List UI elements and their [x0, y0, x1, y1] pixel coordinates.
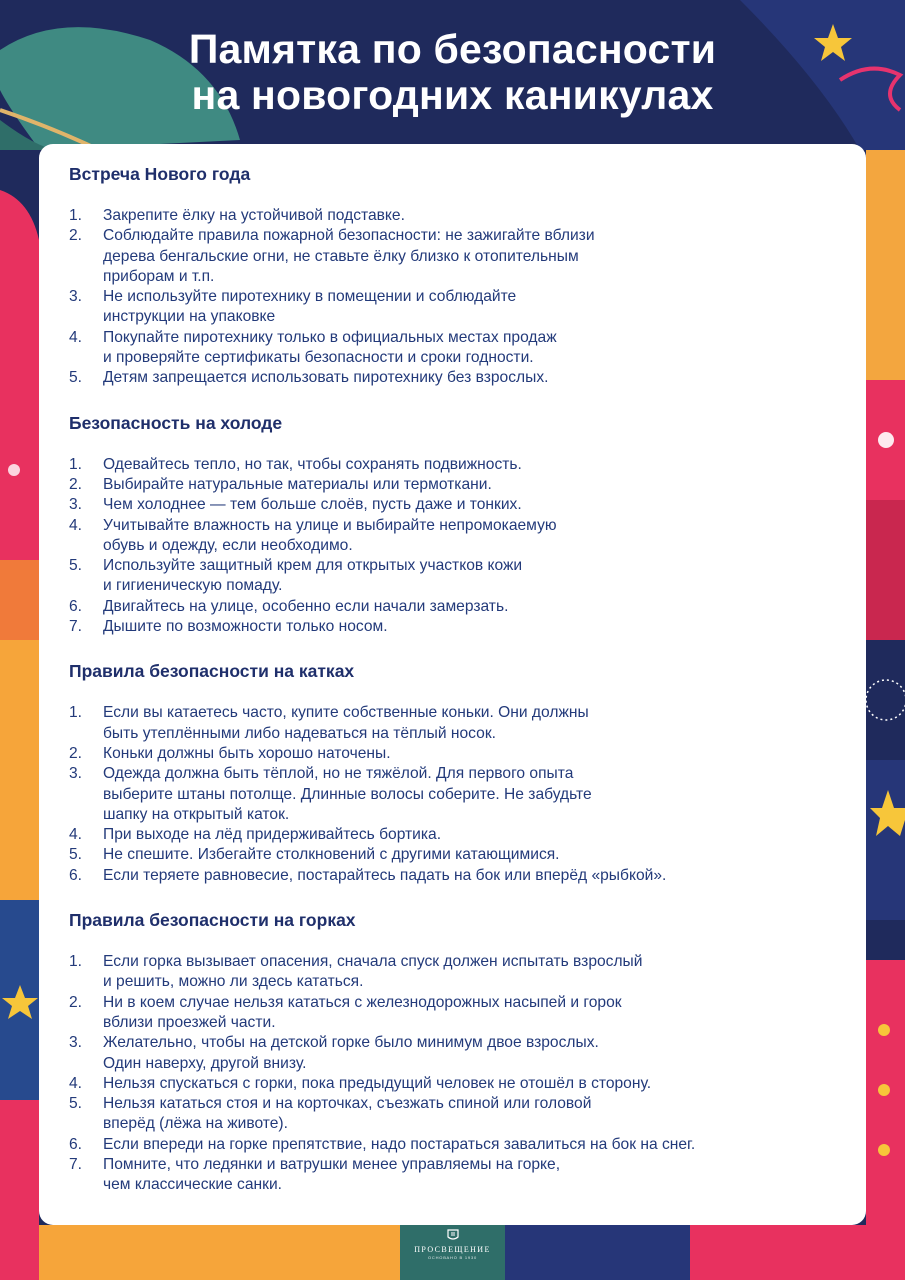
list-item-text — [103, 1033, 836, 1074]
list-item-line: Если впереди на горке препятствие, надо постараться завалиться на бок на снег. — [103, 1135, 696, 1153]
list-item-line: Желательно, чтобы на детской горке было минимум двое взрослых. — [103, 1034, 599, 1052]
section-title: Правила безопасности на катках — [69, 661, 355, 682]
list-item-line: обувь и одежду, если необходимо. — [103, 536, 353, 554]
list-item — [69, 455, 836, 475]
list-item-line: выберите штаны потолще. Длинные волосы соберите. Не забудьте — [103, 785, 592, 803]
publisher-subtitle: ОСНОВАНО В 1930 — [428, 1255, 477, 1260]
page-title-line-1: Памятка по безопасности — [188, 26, 717, 72]
list-item-line: чем классические санки. — [103, 1176, 283, 1194]
list-item — [69, 1074, 836, 1094]
list-item-line: Если горка вызывает опасения, сначала спуск должен испытать взрослый — [103, 953, 643, 971]
list-item — [69, 1155, 836, 1196]
list-item-line: Двигайтесь на улице, особенно если начали замерзать. — [103, 597, 509, 615]
list-item-text — [103, 597, 836, 617]
list-item-text — [103, 866, 836, 886]
list-item-text — [103, 1135, 836, 1155]
list-item-number: 2. — [69, 993, 83, 1011]
list-item-line: и решить, можно ли здесь кататься. — [103, 973, 364, 991]
list-item-line: Нельзя кататься стоя и на корточках, съезжать спиной или головой — [103, 1095, 592, 1113]
list-item — [69, 287, 836, 328]
list-item-number: 1. — [69, 455, 83, 473]
list-item — [69, 764, 836, 825]
list-item-line: инструкции на упаковке — [103, 308, 276, 326]
list-item-line: Коньки должны быть хорошо наточены. — [103, 744, 391, 762]
list-item — [69, 1033, 836, 1074]
list-item-line: Не используйте пиротехнику в помещении и соблюдайте — [103, 288, 517, 306]
list-item — [69, 866, 836, 886]
list-item-line: При выходе на лёд придерживайтесь бортика. — [103, 826, 442, 844]
list-item-number: 1. — [69, 704, 83, 722]
list-item-line: Не спешите. Избегайте столкновений с другими катающимися. — [103, 846, 560, 864]
list-item-number: 1. — [69, 953, 83, 971]
list-item-text — [103, 1094, 836, 1135]
list-item — [69, 516, 836, 557]
list-item-line: вблизи проезжей части. — [103, 1013, 276, 1031]
list-item-text — [103, 516, 836, 557]
list-item-text — [103, 226, 836, 287]
list-item-line: Если теряете равновесие, постарайтесь падать на бок или вперёд «рыбкой». — [103, 866, 667, 884]
list-item-number: 3. — [69, 1034, 83, 1052]
section-title: Встреча Нового года — [69, 164, 251, 184]
list-item — [69, 368, 836, 388]
list-item-text — [103, 287, 836, 328]
section — [69, 659, 836, 886]
book-crest-icon — [446, 1228, 460, 1242]
list-item-number: 7. — [69, 618, 83, 636]
list-item — [69, 475, 836, 495]
section — [69, 411, 836, 638]
list-item-line: Нельзя спускаться с горки, пока предыдущий человек не отошёл в сторону. — [103, 1074, 652, 1092]
list-item-number: 2. — [69, 744, 83, 762]
list-item-number: 5. — [69, 846, 83, 864]
list-item-line: Соблюдайте правила пожарной безопасности: не зажигайте вблизи — [103, 227, 595, 245]
list-item-number: 4. — [69, 1074, 83, 1092]
list-item — [69, 495, 836, 515]
list-item-text — [103, 475, 836, 495]
page-title-line-2: на новогодних каникулах — [191, 72, 714, 118]
list-item-text — [103, 328, 836, 369]
list-item-text — [103, 764, 836, 825]
list-item — [69, 556, 836, 597]
list-item-line: Одевайтесь тепло, но так, чтобы сохранять подвижность. — [103, 455, 522, 473]
list-item — [69, 744, 836, 764]
list-item-text — [103, 703, 836, 744]
list-item — [69, 993, 836, 1034]
list-item-line: Используйте защитный крем для открытых участков кожи — [103, 557, 523, 575]
list-item-text — [103, 617, 836, 637]
list-item-number: 4. — [69, 516, 83, 534]
list-item — [69, 952, 836, 993]
list-item — [69, 206, 836, 226]
section — [69, 162, 836, 389]
list-item-number: 1. — [69, 207, 83, 224]
list-item — [69, 328, 836, 369]
list-item-line: и проверяйте сертификаты безопасности и сроки годности. — [103, 349, 534, 367]
list-item-line: Ни в коем случае нельзя кататься с железнодорожных насыпей и горок — [103, 993, 622, 1011]
list-item — [69, 597, 836, 617]
list-item-line: дерева бенгальские огни, не ставьте ёлку близко к отопительным — [103, 247, 579, 265]
section-title: Правила безопасности на горках — [69, 910, 356, 931]
list-item — [69, 1094, 836, 1135]
list-item — [69, 825, 836, 845]
list-item-text — [103, 556, 836, 597]
list-item-line: вперёд (лёжа на животе). — [103, 1115, 288, 1133]
list-item-text — [103, 845, 836, 865]
publisher-logo — [400, 1228, 505, 1272]
list-item-number: 2. — [69, 475, 83, 493]
list-item-text — [103, 206, 836, 226]
list-item-text — [103, 993, 836, 1034]
list-item-line: и гигиеническую помаду. — [103, 577, 283, 595]
list-item-number: 4. — [69, 328, 83, 346]
numbered-list — [69, 952, 836, 1196]
list-item-line: Чем холоднее — тем больше слоёв, пусть даже и тонких. — [103, 496, 522, 514]
list-item — [69, 226, 836, 287]
list-item-line: Помните, что ледянки и ватрушки менее управляемы на горке, — [103, 1155, 561, 1173]
list-item-number: 6. — [69, 866, 83, 884]
list-item-text — [103, 952, 836, 993]
list-item-text — [103, 744, 836, 764]
list-item-number: 2. — [69, 227, 83, 245]
list-item-line: Одежда должна быть тёплой, но не тяжёлой. Для первого опыта — [103, 765, 574, 783]
section-title: Безопасность на холоде — [69, 412, 283, 433]
list-item-text — [103, 368, 836, 388]
list-item-text — [103, 495, 836, 515]
list-item — [69, 845, 836, 865]
section — [69, 908, 836, 1196]
numbered-list — [69, 206, 836, 389]
list-item-line: Один наверху, другой внизу. — [103, 1054, 307, 1072]
page-title — [0, 26, 905, 118]
list-item-line: приборам и т.п. — [103, 267, 215, 285]
list-item-text — [103, 825, 836, 845]
list-item-text — [103, 1074, 836, 1094]
numbered-list — [69, 455, 836, 638]
content-card — [39, 144, 866, 1225]
list-item-number: 5. — [69, 369, 83, 387]
list-item-text — [103, 455, 836, 475]
publisher-name: ПРОСВЕЩЕНИЕ — [414, 1245, 491, 1254]
list-item-number: 7. — [69, 1155, 83, 1173]
list-item — [69, 703, 836, 744]
numbered-list — [69, 703, 836, 886]
list-item-number: 5. — [69, 1095, 83, 1113]
list-item-number: 6. — [69, 1135, 83, 1153]
list-item-line: Дышите по возможности только носом. — [103, 618, 388, 636]
list-item-line: Закрепите ёлку на устойчивой подставке. — [103, 207, 405, 224]
list-item — [69, 1135, 836, 1155]
list-item-line: Покупайте пиротехнику только в официальных местах продаж — [103, 328, 557, 346]
list-item-line: Если вы катаетесь часто, купите собственные коньки. Они должны — [103, 704, 589, 722]
list-item-number: 3. — [69, 765, 83, 783]
list-item-line: шапку на открытый каток. — [103, 805, 290, 823]
list-item-number: 3. — [69, 288, 83, 306]
list-item-line: Детям запрещается использовать пиротехнику без взрослых. — [103, 369, 549, 387]
list-item-number: 6. — [69, 597, 83, 615]
list-item-text — [103, 1155, 836, 1196]
list-item — [69, 617, 836, 637]
list-item-line: быть утеплёнными либо надеваться на тёплый носок. — [103, 724, 496, 742]
list-item-number: 5. — [69, 557, 83, 575]
list-item-number: 4. — [69, 826, 83, 844]
list-item-number: 3. — [69, 496, 83, 514]
list-item-line: Выбирайте натуральные материалы или термоткани. — [103, 475, 492, 493]
list-item-line: Учитывайте влажность на улице и выбирайте непромокаемую — [103, 516, 557, 534]
